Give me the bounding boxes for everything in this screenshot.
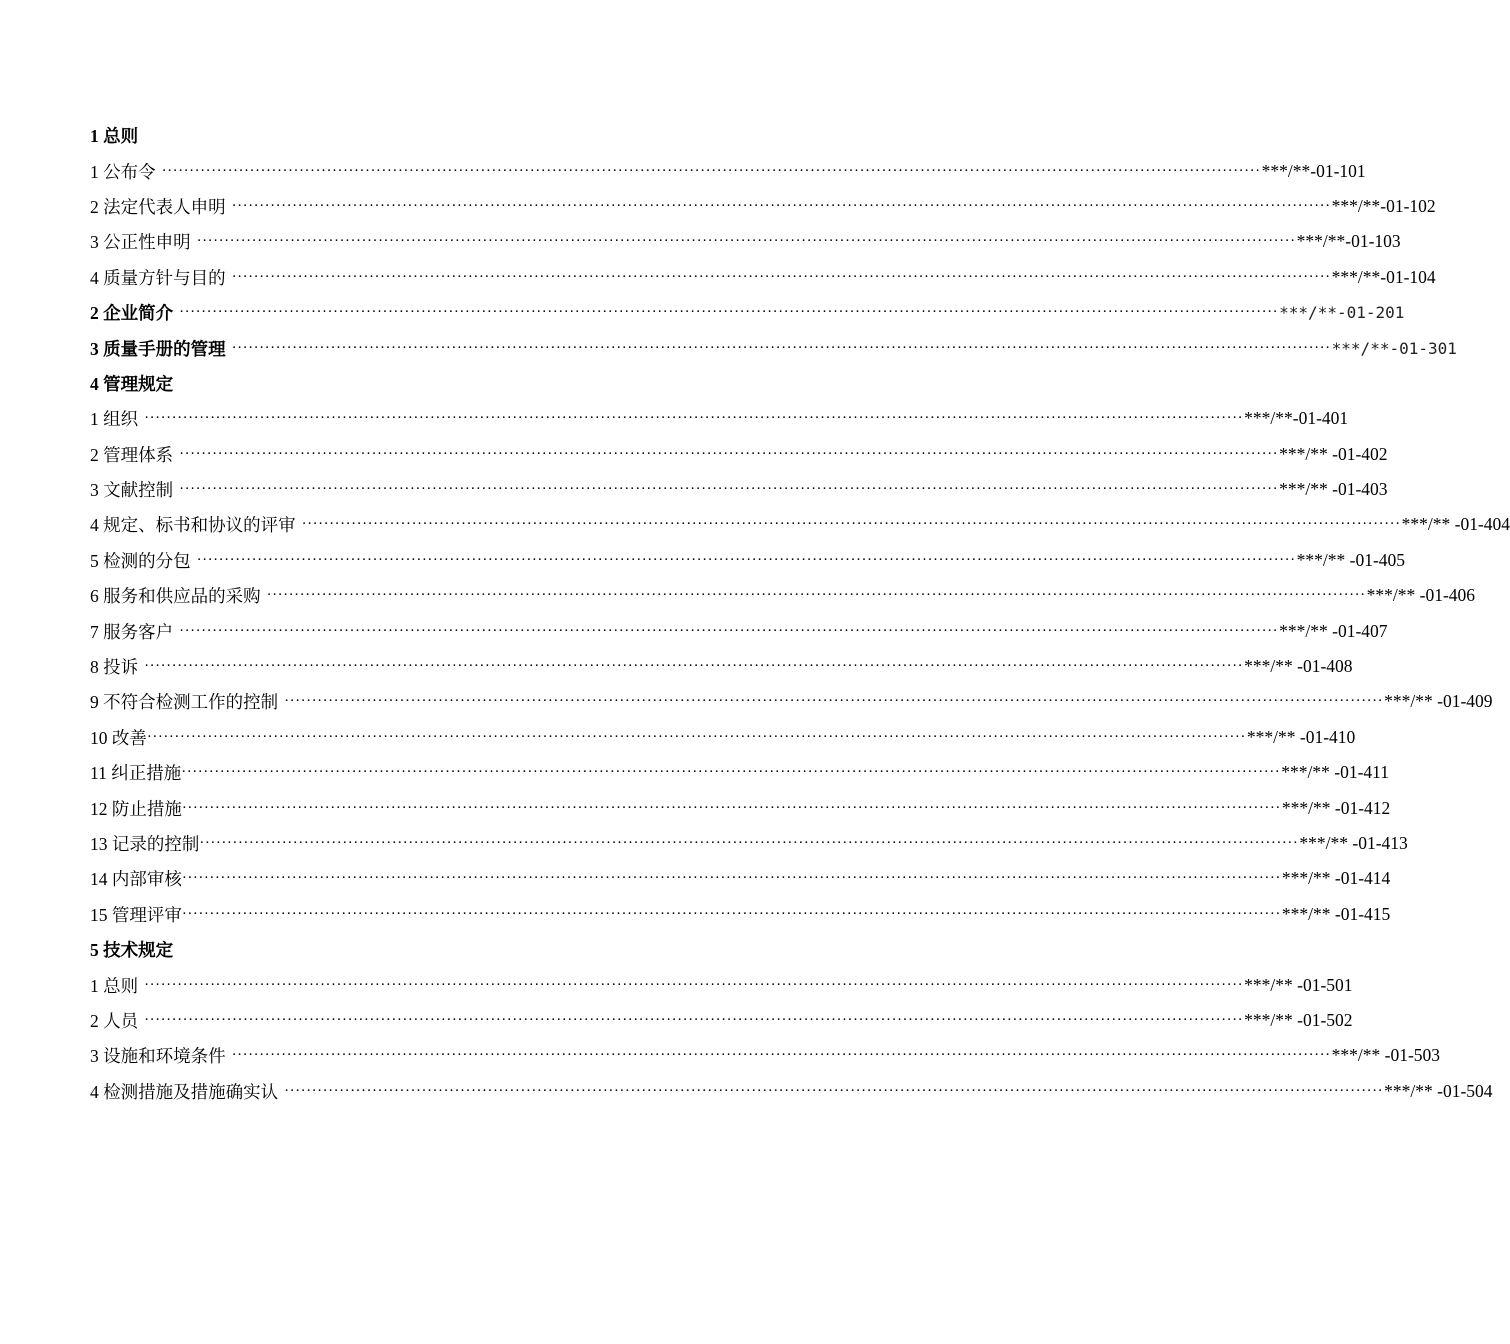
toc-entry <box>90 224 1401 259</box>
toc-leader-dots: ········································································································································································································ <box>196 551 1296 568</box>
toc-leader-dots: ········································································································································································································ <box>144 658 1244 675</box>
toc-entry-code: ***/** -01-404 <box>1401 514 1510 535</box>
toc-section-heading <box>90 366 850 401</box>
toc-entry-label: 15 管理评审 <box>90 904 182 925</box>
toc-entry <box>90 649 1353 684</box>
toc-entry-label: 2 管理体系 <box>90 444 174 465</box>
toc-entry-label: 3 文献控制 <box>90 480 174 501</box>
toc-leader-dots: ········································································································································································································ <box>144 1011 1244 1028</box>
toc-entry-code: ***/** -01-403 <box>1279 479 1388 500</box>
toc-entry-label: 4 规定、标书和协议的评审 <box>90 515 296 536</box>
toc-entry-code: ***/** -01-415 <box>1281 903 1391 924</box>
toc-entry <box>90 437 1388 472</box>
toc-entry-label: 4 质量方针与目的 <box>90 267 226 288</box>
toc-leader-dots: ········································································································································································································ <box>179 304 1279 321</box>
toc-entry-code: ***/** -01-406 <box>1366 585 1476 606</box>
toc-leader-dots: ········································································································································································································ <box>181 870 1281 887</box>
toc-entry-code: ***/**-01-101 <box>1261 160 1366 181</box>
toc-entry-label: 4 检测措施及措施确实认 <box>90 1081 279 1102</box>
toc-entry-code: ***/** -01-411 <box>1281 762 1390 783</box>
toc-entry-code: ***/** -01-413 <box>1299 833 1408 853</box>
toc-entry <box>90 295 1405 330</box>
toc-entry-label: 2 人员 <box>90 1010 139 1031</box>
toc-leader-dots: ········································································································································································································ <box>181 905 1281 922</box>
toc-leader-dots: ········································································································································································································ <box>144 410 1244 427</box>
toc-entry-label: 11 纠正措施 <box>90 763 182 784</box>
toc-entry <box>90 720 1356 755</box>
toc-entry <box>90 1003 1353 1038</box>
toc-entry-code: ***/** -01-408 <box>1244 656 1353 677</box>
toc-entry-label: 5 检测的分包 <box>90 550 191 571</box>
toc-entry-code: ***/** -01-409 <box>1384 691 1493 712</box>
toc-entry <box>90 401 1349 436</box>
toc-entry-code: ***/**-01-301 <box>1331 338 1457 358</box>
toc-entry-code: ***/**-01-201 <box>1279 303 1405 323</box>
toc-leader-dots: ········································································································································································································ <box>144 976 1244 993</box>
toc-leader-dots: ········································································································································································································ <box>181 799 1281 816</box>
toc-entry-label: 1 组织 <box>90 409 139 430</box>
toc-entry <box>90 153 1366 188</box>
toc-entry-code: ***/** -01-501 <box>1244 974 1353 995</box>
toc-entry-code: ***/** -01-412 <box>1281 797 1391 818</box>
toc-leader-dots: ········································································································································································································ <box>181 764 1281 781</box>
toc-entry-label: 1 公布令 <box>90 161 156 182</box>
toc-entry <box>90 826 1408 861</box>
toc-leader-dots: ········································································································································································································ <box>161 162 1261 179</box>
toc-entry <box>90 1074 1493 1109</box>
toc-entry <box>90 613 1388 648</box>
toc-entry-label: 3 设施和环境条件 <box>90 1046 226 1067</box>
toc-entry-label: 10 改善 <box>90 727 147 748</box>
toc-leader-dots: ········································································································································································································ <box>231 268 1331 285</box>
toc-leader-dots: ········································································································································································································ <box>284 1082 1384 1099</box>
toc-entry <box>90 472 1388 507</box>
toc-entry-label: 3 公正性申明 <box>90 232 191 253</box>
toc-entry-code: ***/** -01-405 <box>1296 549 1406 570</box>
toc-leader-dots: ········································································································································································································ <box>231 1047 1331 1064</box>
toc-entry-code: ***/** -01-407 <box>1279 620 1388 641</box>
toc-leader-dots: ········································································································································································································ <box>199 835 1299 851</box>
toc-entry <box>90 330 1457 365</box>
toc-entry-label: 1 总则 <box>90 975 139 996</box>
toc-entry-label: 8 投诉 <box>90 657 139 678</box>
toc-entry-code: ***/** -01-502 <box>1244 1009 1353 1030</box>
toc-leader-dots: ········································································································································································································ <box>179 622 1279 639</box>
toc-entry-code: ***/**-01-103 <box>1296 231 1401 252</box>
toc-entry-code: ***/** -01-402 <box>1279 443 1388 464</box>
toc-entry-code: ***/**-01-104 <box>1331 266 1436 287</box>
toc-entry <box>90 684 1493 719</box>
toc-entry-code: ***/** -01-504 <box>1384 1080 1493 1101</box>
toc-entry <box>90 1038 1441 1073</box>
toc-entry <box>90 578 1476 613</box>
toc-entry-code: ***/** -01-410 <box>1246 726 1356 747</box>
toc-entry <box>90 861 1391 896</box>
toc-leader-dots: ········································································································································································································ <box>301 516 1401 533</box>
toc-entry <box>90 897 1391 932</box>
toc-entry <box>90 790 1391 825</box>
toc-leader-dots: ········································································································································································································ <box>284 693 1384 710</box>
toc-leader-dots: ········································································································································································································ <box>179 481 1279 498</box>
toc-section-heading <box>90 932 850 967</box>
toc-leader-dots: ········································································································································································································ <box>231 339 1331 356</box>
toc-leader-dots: ········································································································································································································ <box>196 233 1296 250</box>
toc-entry-label: 9 不符合检测工作的控制 <box>90 692 279 713</box>
toc-entry <box>90 507 1510 542</box>
toc-entry-label: 13 记录的控制 <box>90 834 200 854</box>
toc-entry-code: ***/** -01-414 <box>1281 868 1391 889</box>
toc-entry <box>90 260 1436 295</box>
toc-section-heading <box>90 118 850 153</box>
toc-entry-label: 2 企业简介 <box>90 303 174 324</box>
toc-entry-label: 6 服务和供应品的采购 <box>90 586 261 607</box>
toc-entry <box>90 189 1436 224</box>
toc-entry-code: ***/**-01-401 <box>1244 408 1349 429</box>
table-of-contents <box>90 118 1510 1109</box>
toc-entry-label: 3 质量手册的管理 <box>90 338 226 359</box>
toc-entry-label: 14 内部审核 <box>90 869 182 890</box>
toc-heading-label: 5 技术规定 <box>90 940 174 961</box>
toc-entry <box>90 543 1406 578</box>
toc-leader-dots: ········································································································································································································ <box>146 728 1246 745</box>
toc-entry <box>90 755 1390 790</box>
toc-entry-code: ***/** -01-503 <box>1331 1045 1441 1066</box>
toc-leader-dots: ········································································································································································································ <box>179 445 1279 462</box>
toc-leader-dots: ········································································································································································································ <box>231 197 1331 214</box>
toc-heading-label: 1 总则 <box>90 126 139 147</box>
toc-entry <box>90 967 1353 1002</box>
toc-leader-dots: ········································································································································································································ <box>266 587 1366 604</box>
toc-entry-label: 7 服务客户 <box>90 621 174 642</box>
toc-entry-label: 12 防止措施 <box>90 798 182 819</box>
toc-entry-label: 2 法定代表人申明 <box>90 196 226 217</box>
toc-heading-label: 4 管理规定 <box>90 373 174 394</box>
toc-entry-code: ***/**-01-102 <box>1331 195 1436 216</box>
